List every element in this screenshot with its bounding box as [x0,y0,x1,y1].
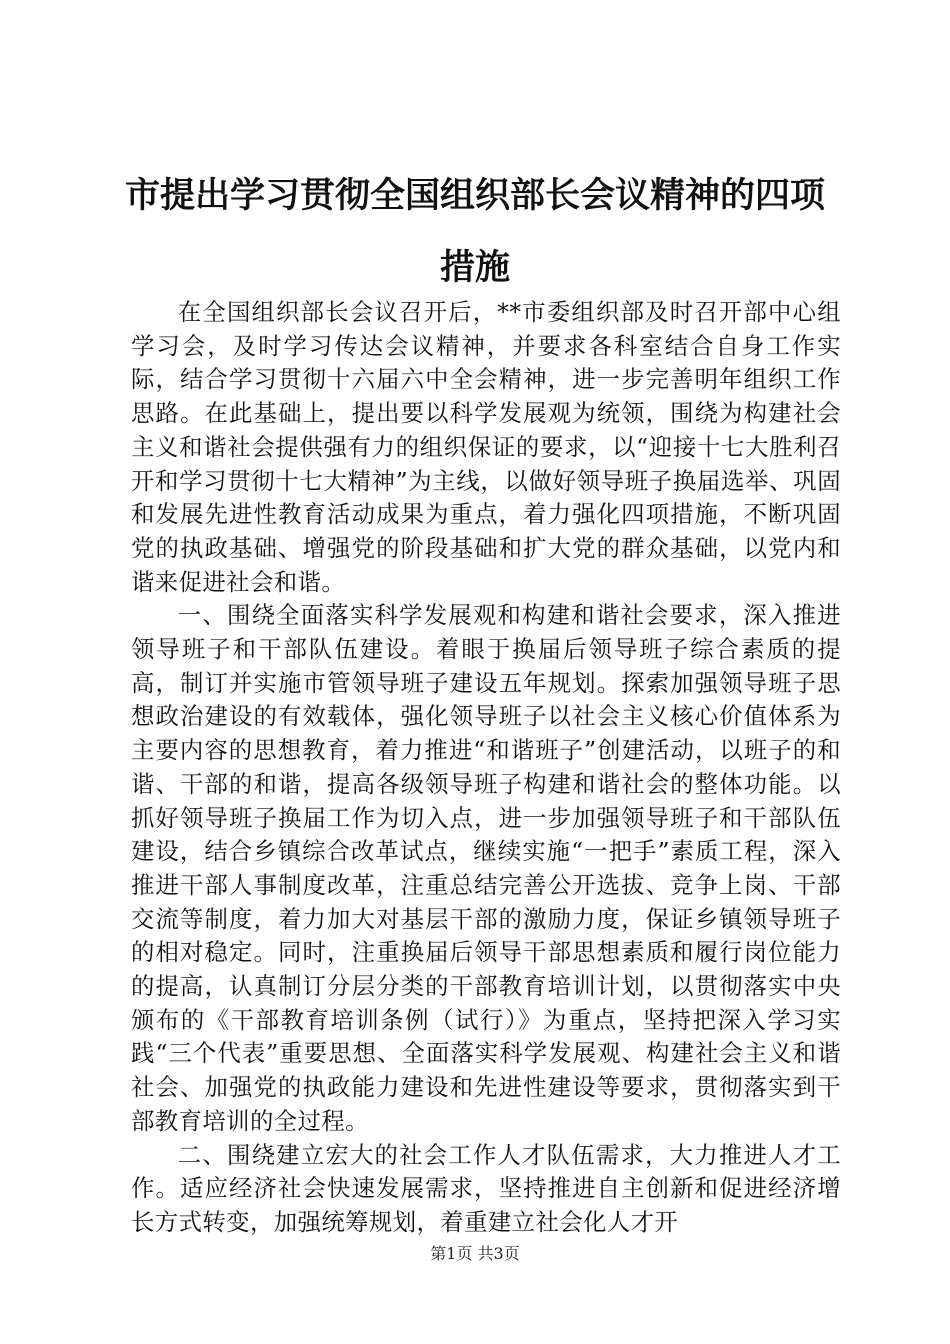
paragraph-measure-one: 一、围绕全面落实科学发展观和构建和谐社会要求，深入推进领导班子和干部队伍建设。着眼于换届后领导班子综合素质的提高，制订并实施市管领导班子建设五年规划。探索加强领导班子思想政治建设的有效载体，强化领导班子以社会主义核心价值体系为主要内容的思想教育，着力推进“和谐班子”创建活动，以班子的和谐、干部的和谐，提高各级领导班子构建和谐社会的整体功能。以抓好领导班子换届工作为切入点，进一步加强领导班子和干部队伍建设，结合乡镇综合改革试点，继续实施“一把手”素质工程，深入推进干部人事制度改革，注重总结完善公开选拔、竞争上岗、干部交流等制度，着力加大对基层干部的激励力度，保证乡镇领导班子的相对稳定。同时，注重换届后领导干部思想素质和履行岗位能力的提高，认真制订分层分类的干部教育培训计划，以贯彻落实中央颁布的《干部教育培训条例（试行）》为重点，坚持把深入学习实践“三个代表”重要思想、全面落实科学发展观、构建社会主义和谐社会、加强党的执政能力建设和先进性建设等要求，贯彻落实到干部教育培训的全过程。 [131,601,841,1135]
document-title: 市提出学习贯彻全国组织部长会议精神的四项措施 [124,175,825,288]
page-number-footer: 第1页 共3页 [430,1244,520,1263]
document-body [131,296,841,1240]
paragraph-measure-two: 二、围绕建立宏大的社会工作人才队伍需求，大力推进人才工作。适应经济社会快速发展需求，坚持推进自主创新和促进经济增长方式转变，加强统筹规划，着重建立社会化人才开 [131,1140,841,1236]
paragraph-intro: 在全国组织部长会议召开后，**市委组织部及时召开部中心组学习会，及时学习传达会议精神，并要求各科室结合自身工作实际，结合学习贯彻十六届六中全会精神，进一步完善明年组织工作思路。在此基础上，提出要以科学发展观为统领，围绕为构建社会主义和谐社会提供强有力的组织保证的要求，以“迎接十七大胜利召开和学习贯彻十七大精神”为主线，以做好领导班子换届选举、巩固和发展先进性教育活动成果为重点，着力强化四项措施，不断巩固党的执政基础、增强党的阶段基础和扩大党的群众基础，以党内和谐来促进社会和谐。 [131,298,841,596]
